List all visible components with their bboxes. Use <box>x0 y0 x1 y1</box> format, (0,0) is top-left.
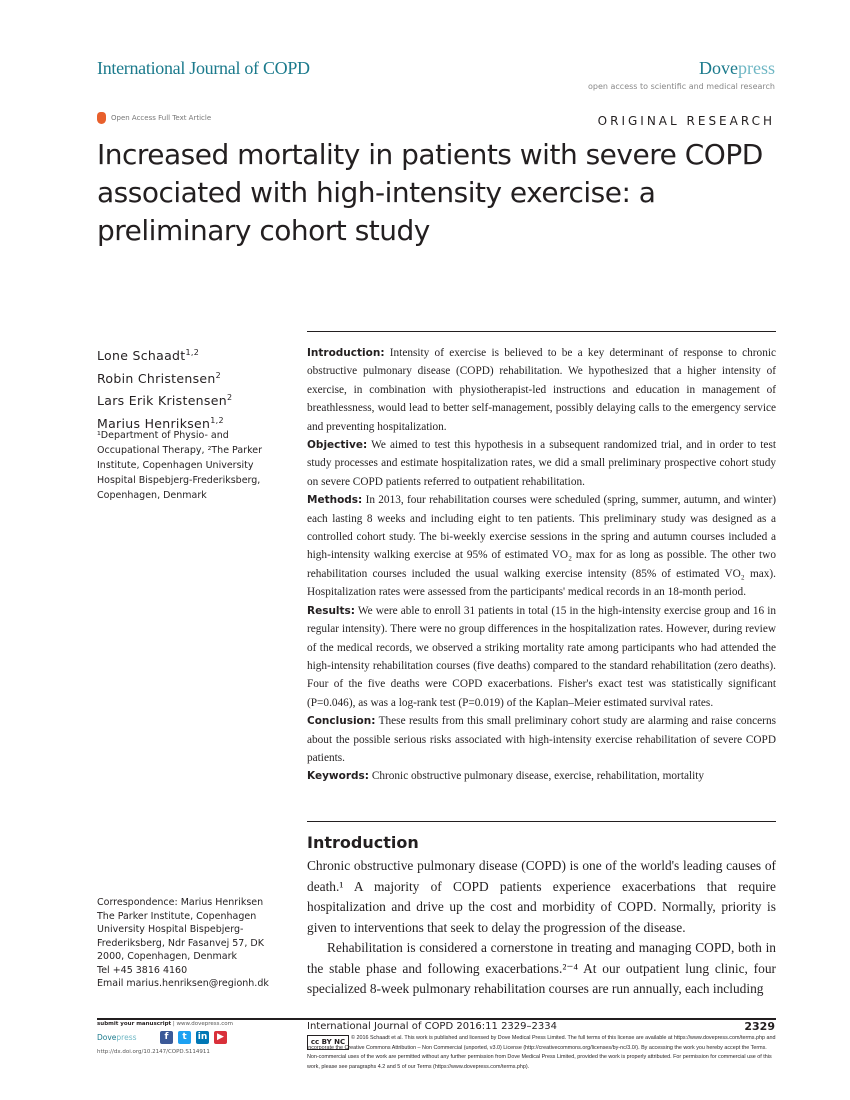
section-text: Chronic obstructive pulmonary disease, exercise, rehabilitation, mortality <box>371 770 705 783</box>
section-text: We aimed to test this hypothesis in a subsequent randomized trial, and in order to test study processes and estimate hospitalization rates, we did a small preliminary prospective cohort study on severe COPD patients referred to outpatient rehabilitation. <box>307 439 776 488</box>
open-access-label <box>97 112 211 124</box>
section-label: Keywords: <box>307 770 369 783</box>
section-label: Conclusion: <box>307 715 376 728</box>
article-type: ORIGINAL RESEARCH <box>597 114 775 128</box>
author <box>97 388 232 411</box>
abstract-keywords <box>307 767 776 785</box>
section-text: In 2013, four rehabilitation courses were scheduled (spring, summer, autumn, and winter) each lasting 8 weeks and including eight to ten patients. This preliminary study was designed as a controlled cohort study. The bi-weekly exercise sessions in the spring and autumn courses included a high-intensity walking exercise at 95% of estimated VO₂ max for as long as possible. The other two rehabilitation courses included the usual walking exercise intensity (85% of estimated VO₂ max). Hospitalization rates were assessed from the participants' medical records in an 18-month period. <box>307 494 777 599</box>
open-access-text: Open Access Full Text Article <box>111 114 212 122</box>
paragraph: Rehabilitation is considered a cornerstone in treating and managing COPD, both in the stable phase and following exacerbations.²⁻⁴ At our outpatient lung clinic, four specialized 8-week pulmonary rehabilitation courses are run annually, each including <box>307 940 776 996</box>
affiliations: ¹Department of Physio- and Occupational Therapy, ²The Parker Institute, Copenhagen University Hospital Bispebjerg-Frederiksberg, Copenhagen, Denmark <box>97 430 263 501</box>
correspondence-phone: Tel +45 3816 4160 <box>97 964 188 976</box>
page-number: 2329 <box>744 1020 775 1033</box>
abstract-objective <box>307 436 776 491</box>
submit-manuscript[interactable]: submit your manuscript | www.dovepress.com <box>97 1021 234 1027</box>
author-affiliation-mark: 1,2 <box>185 348 200 357</box>
article-title: Increased mortality in patients with severe COPD associated with high-intensity exercise: a preliminary cohort study <box>97 138 763 247</box>
author-name: Robin Christensen <box>97 370 216 386</box>
author-affiliation-mark: 1,2 <box>210 415 224 425</box>
section-label: Objective: <box>307 439 368 452</box>
footer-logo-b: press <box>116 1033 137 1042</box>
author-affiliation-mark: 2 <box>226 393 233 403</box>
correspondence-line: 2000, Copenhagen, Denmark <box>97 951 237 962</box>
publisher-logo <box>699 58 775 79</box>
youtube-icon[interactable]: ▶ <box>214 1031 227 1044</box>
footer-logo-a: Dove <box>97 1033 117 1042</box>
author-affiliation-mark: 2 <box>215 370 221 380</box>
publisher-logo-b: press <box>738 58 775 78</box>
abstract-conclusion <box>307 712 776 767</box>
author-name: Lone Schaadt <box>97 348 186 364</box>
section-label: Results: <box>307 604 355 617</box>
social-links <box>160 1031 227 1044</box>
correspondence-line: University Hospital Bispebjerg- <box>97 924 244 935</box>
correspondence-line: Frederiksberg, Ndr Fasanvej 57, DK <box>97 937 264 949</box>
footer-publisher-logo <box>97 1033 137 1042</box>
author-list <box>97 343 232 434</box>
paragraph: Chronic obstructive pulmonary disease (COPD) is one of the world's leading causes of death.¹ A majority of COPD patients experience exacerbations that require hospitalization and drive up the cost and morbidity of COPD. Normally, priority is given to interventions that seek to delay the progression of the disease. <box>307 858 776 935</box>
abstract <box>307 344 776 786</box>
license-text: © 2016 Schaadt et al. This work is published and licensed by Dove Medical Press Limited. The full terms of this license are available at https://www.dovepress.com/terms.php and incorporate the Creative Commons Attribution – Non Commercial (unported, v3.0) License (http://creativecommons.org/licenses/by-nc/3.0/). By accessing the work you hereby accept the Terms. Non-commercial uses of the work are permitted without any further permission from Dove Medical Press Limited, provided the work is properly attributed. For permission for commercial use of this work, please see paragraphs 4.2 and 5 of our Terms (https://www.dovepress.com/terms.php). <box>307 1035 776 1070</box>
author <box>97 343 232 366</box>
section-label: Introduction: <box>307 347 385 359</box>
author-name: Marius Henriksen <box>97 416 211 432</box>
abstract-methods <box>307 491 776 601</box>
citation: International Journal of COPD 2016:11 2329–2334 <box>307 1021 557 1032</box>
creative-commons-icon: cc BY NC <box>307 1035 349 1050</box>
abstract-bottom-rule <box>307 821 776 822</box>
doi-link[interactable]: http://dx.doi.org/10.2147/COPD.S114911 <box>97 1049 210 1055</box>
publisher-logo-a: Dove <box>699 58 738 78</box>
section-text: Intensity of exercise is believed to be a key determinant of response to chronic obstructive pulmonary disease (COPD) rehabilitation. We hypothesized that a higher intensity of exercise, in combination with physiotherapist-led instructions and education in management of breathlessness, would lead to better self-management, possibly delaying calls to the emergency service and preventing hospitalization. <box>307 347 776 433</box>
section-text: These results from this small preliminary cohort study are alarming and raise concerns about the possible serious risks associated with high-intensity exercise rehabilitation of severe COPD patients. <box>307 715 776 764</box>
correspondence-line: The Parker Institute, Copenhagen <box>97 910 257 922</box>
introduction-heading: Introduction <box>307 833 419 852</box>
publisher-tagline: open access to scientific and medical research <box>588 82 775 91</box>
twitter-icon[interactable]: t <box>178 1031 191 1044</box>
abstract-results <box>307 602 776 712</box>
author-name: Lars Erik Kristensen <box>97 393 227 409</box>
journal-name: International Journal of COPD <box>97 58 310 78</box>
introduction-body <box>307 856 776 1000</box>
abstract-top-rule <box>307 331 776 332</box>
open-access-icon <box>97 112 106 124</box>
correspondence-email[interactable]: Email marius.henriksen@regionh.dk <box>97 978 269 989</box>
submit-label: submit your manuscript <box>97 1021 172 1027</box>
facebook-icon[interactable]: f <box>160 1031 173 1044</box>
linkedin-icon[interactable]: in <box>197 1032 208 1042</box>
author <box>97 366 232 389</box>
submit-link[interactable]: www.dovepress.com <box>176 1021 234 1027</box>
abstract-introduction <box>307 344 776 436</box>
correspondence <box>97 896 297 991</box>
section-text: We were able to enroll 31 patients in total (15 in the high-intensity exercise group and 16 in regular intensity). There were no group differences in the hospitalization rates. However, during review of the medical records, we observed a striking mortality rate among participants who had attended the high-intensity rehabilitation courses (five deaths) compared to the standard rehabilitation (zero deaths). Four of the five deaths were COPD exacerbations. Fisher's exact test was statistically significant (P=0.046), as was a log-rank test (P=0.019) of the Kaplan–Meier estimated survival rates. <box>307 604 776 709</box>
correspondence-line: Correspondence: Marius Henriksen <box>97 897 264 908</box>
footer-rule <box>97 1018 776 1020</box>
section-label: Methods: <box>307 494 363 507</box>
